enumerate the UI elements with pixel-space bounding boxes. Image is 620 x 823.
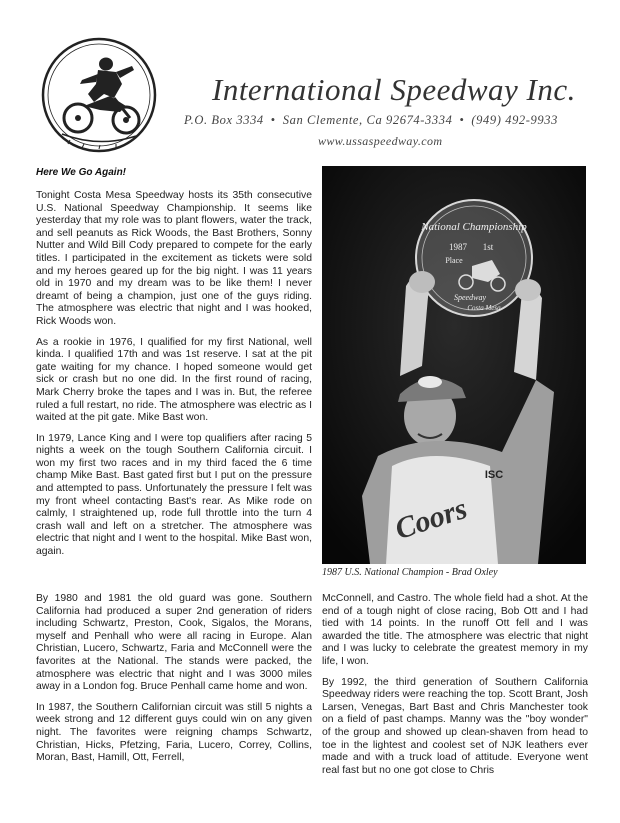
trophy-title: National Championship <box>421 221 527 233</box>
paragraph: In 1979, Lance King and I were top qualifiers after racing 5 nights a week on the tough Southern California circuit. I won my first two races and in my third faced the 6 time champ Mike Bast. Bast gated first but I put on the pressure and attempted to pass. Unfortunately the pressure I felt was my front wheel contacting Bast's rear. As Mike rode on calmly, I straightened up, rode full throttle into the turn 4 crash wall and left on a stretcher. The atmosphere was electric that night and I went to the hospital. Mike Bast won, again. <box>36 432 312 558</box>
paragraph: As a rookie in 1976, I qualified for my first National, well kinda. I qualified 17th and was 1st reserve. I sat at the pit gate waiting for my chance. I hoped someone would get sick or crash but no one did. In the first round of racing, Mark Cherry broke the tapes and I was in. But, the referee ruled a full restart, no ride. The atmosphere was electric as I waited at the pit gate. Mike Bast won. <box>36 336 312 424</box>
paragraph: By 1992, the third generation of Southern California Speedway riders were reaching the top. Scott Brant, Josh Larsen, Venegas, Bart Bast and Chris Manchester took on a field of past champs. Manny was the "boy wonder" of the group and showed up clean-shaven from head to toe in the lightest and coolest set of NJK leathers ever made and with a truck load of attitude. Everyone went real fast but no one got close to Chris <box>322 676 588 776</box>
photo-caption: 1987 U.S. National Champion - Brad Oxley <box>322 567 498 578</box>
trophy-place-number: 1st <box>482 242 494 252</box>
contact-line <box>184 113 614 128</box>
trophy-year: 1987 <box>449 242 467 252</box>
article-column-left-bottom <box>36 593 312 773</box>
paragraph: Tonight Costa Mesa Speedway hosts its 35th consecutive U.S. National Speedway Championship. It seems like yesterday that my role was to plant flowers, water the track, and sell peanuts as Rick Woods, the Bast Brothers, Sonny Nutter and Wild Bill Cody prepared to compete for the early titles. I participated in the excitement as tickets were sold and my heroes geared up for the big night. I was 11 years old in 1970 and my dream was to be like them! I never dreamt of being a champion, just one of the guys riding. The atmosphere was electric that night and I was hooked, Rick Woods won. <box>36 190 312 327</box>
jersey-logo: Coors <box>391 491 472 546</box>
website-link[interactable]: www.ussaspeedway.com <box>318 134 443 148</box>
article-heading: Here We Go Again! <box>36 167 127 178</box>
trophy-subtitle: Speedway <box>454 293 486 302</box>
trophy-place: Place <box>445 256 463 265</box>
city-address: San Clemente, Ca 92674-3334 <box>282 113 453 127</box>
paragraph: By 1980 and 1981 the old guard was gone. Southern California had produced a super 2nd generation of riders including Schwartz, Preston, Cook, Sigalos, the Morans, myself and Penhall who were all racing in Europe. Alan Christian, Lucero, Schwartz, Faria and McConnell were the favorites at the National. The stands were packed, the atmosphere was electric that night and I was 3000 miles away in a London fog. Bruce Penhall came home and won. <box>36 593 312 693</box>
separator-dot-icon: • <box>459 113 465 127</box>
article-column-right-bottom <box>322 593 588 785</box>
paragraph: In 1987, the Southern Californian circuit was still 5 nights a week strong and 12 different guys could win on any given night. The favorites were reigning champs Schwartz, Christian, Hicks, Pfetzing, Faria, Lucero, Correy, Collins, Moran, Bast, Hamill, Ott, Ferrell, <box>36 701 312 764</box>
paragraph: McConnell, and Castro. The whole field had a shot. At the end of a tough night of close racing, Bob Ott and I had tied with 14 points. In the runoff Ott fell and I was awarded the title. The atmosphere was electric that night and I was lucky to celebrate the greatest memory in my life, I won. <box>322 593 588 667</box>
phone-number: (949) 492-9933 <box>471 113 558 127</box>
po-box: P.O. Box 3334 <box>184 113 264 127</box>
company-name: International Speedway Inc. <box>212 72 576 107</box>
trophy-location: Costa Mesa <box>467 304 501 312</box>
article-column-left-top <box>36 190 312 567</box>
champion-holding-trophy-image <box>322 166 586 564</box>
separator-dot-icon: • <box>270 113 276 127</box>
speedway-rider-logo-icon <box>40 36 158 154</box>
sleeve-logo: ISC <box>484 469 504 481</box>
champion-photo <box>322 166 586 564</box>
company-logo <box>40 36 158 154</box>
